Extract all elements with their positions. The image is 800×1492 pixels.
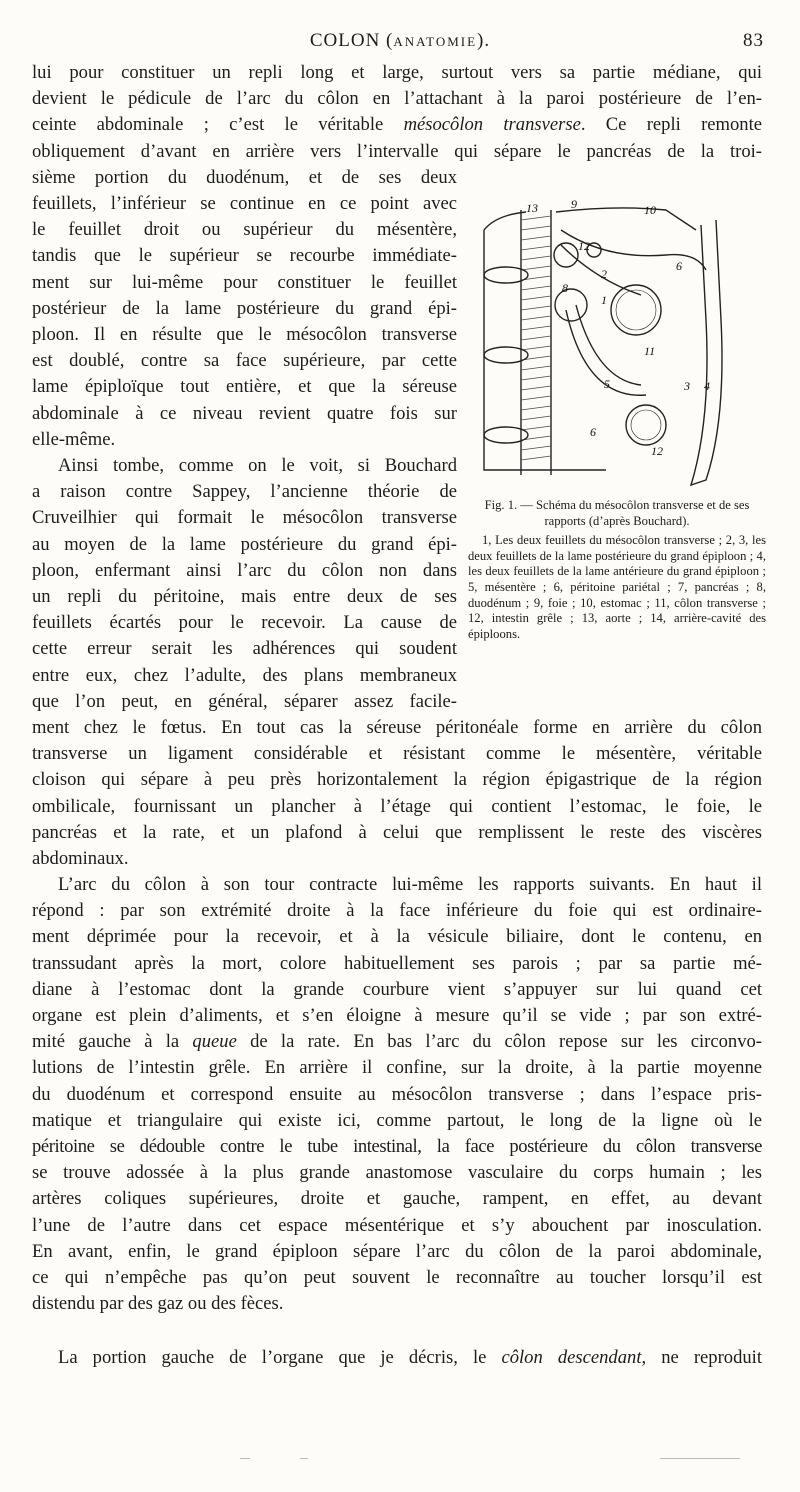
text-line: matique et triangulaire qui existe ici, comme partout, le long de la ligne où le [32,1109,762,1131]
diagram-small-intestine-inner [631,410,661,440]
text-line: que l’on peut, en général, séparer assez facile- [32,690,457,712]
diagram-aorta [554,243,578,267]
text-line: ploon. Il en résulte que le mésocôlon transverse [32,324,457,346]
diagram-liver-outline [556,208,696,230]
figure-caption [468,498,766,642]
text-line: postérieur de la lame postérieure du grand épi- [32,297,457,319]
diagram-label: 6 [676,259,682,273]
text-line: péritoine se dédouble contre le tube intestinal, la face postérieure du côlon transverse [32,1136,762,1158]
page-number: 83 [743,30,764,51]
text-line: du duodénum et correspond ensuite au mésocôlon transverse ; dans l’espace pris- [32,1083,762,1105]
figure-mesocolon-schema [466,200,766,500]
text-line: ploon, enfermant ainsi l’arc du côlon non dans [32,559,457,581]
text-line: feuillets, l’inférieur se continue en ce point avec [32,193,457,214]
caption-legend: 1, Les deux feuillets du mésocôlon transverse ; 2, 3, les deux feuillets de la lame postérieure du grand épiploon ; 4, les deux feuillets de la lame antérieure du grand épiploon ; 5, mésentère ; 6, péritoine pariétal ; 7, pancréas ; 8, duodénum ; 9, foie ; 10, estomac ; 11, côlon transverse ; 12, intestin grêle ; 13, aorte ; 14, arrière-cavité des épiploons. [468,533,766,641]
term-mesocolon: mésocôlon transverse [403,114,581,136]
diagram-wall-line [484,230,606,470]
text-line: Ainsi tombe, comme on le voit, si Bouchard [58,455,457,476]
text-line: entre eux, chez l’adulte, des plans membraneux [32,664,457,686]
diagram-label: 8 [562,281,568,295]
paragraph-4 [32,1345,762,1371]
text-line: transverse un ligament considérable et résistant comme le mésentère, véritable [32,743,762,765]
text-line: est doublé, contre sa face supérieure, par cette [32,350,457,372]
text-line: artères coliques supérieures, droite et gauche, rampent, en effet, au devant [32,1188,762,1210]
paragraph-2-full [32,715,762,872]
anatomy-diagram [466,200,766,500]
paragraph-2-narrow [32,453,457,715]
diagram-small-intestine [626,405,666,445]
text-line: ment déprimée pour la recevoir, et à la vésicule biliaire, dont le contenu, en [32,926,762,948]
diagram-colon-transverse [611,285,661,335]
diagram-wall-curve [484,212,526,230]
footer-tick [240,1458,250,1459]
diagram-colon-inner [616,290,656,330]
text-line: abdominaux. [32,848,129,870]
diagram-label: 9 [571,200,577,211]
text-line: a raison contre Sappey, l’ancienne théorie de [32,481,457,503]
term-colon-descendant: côlon descendant [501,1347,642,1368]
text-line: devient le pédicule de l’arc du côlon en l’attachant à la paroi postérieure de l’en- [32,88,762,110]
text-line: lame épiploïque tout entière, et que la séreuse [32,376,457,398]
diagram-duodenum [555,289,587,321]
text-line: se trouve adossée à la plus grande anastomose vasculaire du corps humain ; les [32,1162,762,1184]
text-line: abdominale à ce niveau revient quatre fois sur [32,402,457,424]
paragraph-1-narrow [32,165,457,453]
text-line: pancréas et la rate, et un plafond à celui que remplissent le reste des viscères [32,821,762,843]
text-line: distendu par des gaz ou des fèces. [32,1293,284,1315]
diagram-label: 13 [526,201,538,215]
text-line: cloison qui sépare à peu près horizontalement la région épigastrique de la région [32,769,762,791]
footer-tick [300,1458,308,1459]
text-line: lutions de l’intestin grêle. En arrière il confine, sur la droite, à la partie moyenne [32,1057,762,1079]
diagram-label: 10 [644,203,656,217]
text-line: transsudant après la mort, colore habituellement ses parois ; par sa partie mé- [32,952,762,974]
diagram-label: 6 [590,425,596,439]
paragraph-3 [32,872,762,1317]
diagram-label: 12 [651,444,663,458]
text-line: tandis que le supérieur se recourbe immédiate- [32,245,457,267]
diagram-label: 5 [604,377,610,391]
text-line: diane à l’estomac dont la grande courbure vient s’appuyer sur lui quand cet [32,978,762,1000]
text-line: En avant, enfin, le grand épiploon sépare l’arc du côlon de la paroi abdominale, [32,1240,762,1262]
text-line: L’arc du côlon à son tour contracte lui-même les rapports suivants. En haut il [58,874,762,895]
text-line: obliquement d’avant en arrière vers l’intervalle qui sépare le pancréas de la troi- [32,140,762,162]
text-line: ment chez le fœtus. En tout cas la séreuse péritonéale forme en arrière du côlon [32,717,762,738]
text-line: ombilicale, fournissant un plancher à l’étage qui contient l’estomac, le foie, le [32,795,762,817]
diagram-label: 4 [704,379,710,393]
diagram-label: 11 [644,344,656,358]
caption-title: Fig. 1. — Schéma du mésocôlon transverse et de ses rapports (d’après Bouchard). [484,498,750,528]
diagram-vertebra-hatching [521,216,551,460]
text-line: cette erreur serait les adhérences qui soudent [32,638,457,660]
text-line: Cruveilhier qui formait le mésocôlon transverse [32,507,457,529]
diagram-label: 1 [601,293,607,307]
text-line: un repli du péritoine, mais entre deux de ses [32,586,457,608]
diagram-label: 3 [684,379,690,393]
text-line: lui pour constituer un repli long et large, surtout vers sa partie médiane, qui [32,62,762,83]
running-title: COLON (ANATOMIE). [309,30,491,51]
footer-marks [0,1450,800,1470]
text-line: répond : par son extrémité droite à la face inférieure du foie qui est ordinaire- [32,900,762,922]
text-line: elle-même. [32,428,116,450]
text-line: organe est plein d’aliments, et s’en éloigne à mesure qu’il se vide ; par son extré- [32,1005,762,1027]
paragraph-1-full [32,60,762,165]
text-line: au moyen de la lame postérieure du grand épi- [32,533,457,555]
term-queue: queue [192,1031,237,1053]
text-line: mité gauche à la queue de la rate. En bas l’arc du côlon repose sur les circonvo- [32,1031,762,1053]
text-line: le feuillet droit ou supérieur du mésentère, [32,219,457,241]
diagram-mesentery-line [576,305,641,385]
footer-rule [660,1458,740,1459]
text-line: ment sur lui-même pour constituer le feuillet [32,271,457,293]
text-line: ceinte abdominale ; c’est le véritable mésocôlon transverse. Ce repli remonte [32,114,762,136]
text-line: ce qui n’empêche pas qu’on peut souvent le reconnaître au toucher lorsqu’il est [32,1267,762,1289]
text-line: l’une de l’autre dans cet espace mésentérique et s’y abouchent par inosculation. [32,1214,762,1236]
text-line: La portion gauche de l’organe que je décris, le côlon descendant, ne reproduit [58,1347,762,1368]
diagram-label: 12 [578,239,590,253]
running-header [0,30,800,56]
text-line: feuillets écartés pour le recevoir. La cause de [32,612,457,634]
diagram-label: 2 [601,267,607,281]
text-line: sième portion du duodénum, et de ses deux [32,166,457,188]
